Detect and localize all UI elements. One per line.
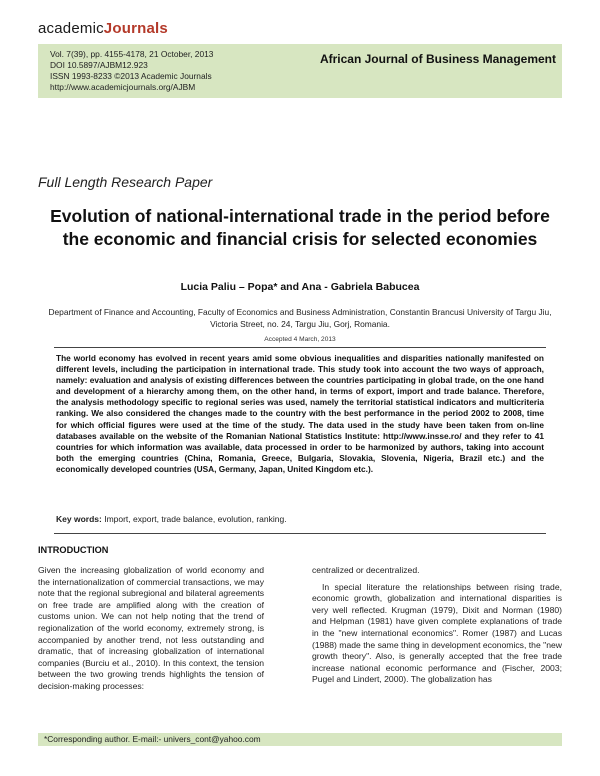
keywords-text: Import, export, trade balance, evolution, ranking. [104, 514, 287, 524]
paragraph: Given the increasing globalization of world economy and the internationalization of commercial transactions, we may note that the regional subregional and bilateral agreements on free trade are amplified along with the creation of customs union. We can not help noting that the trend of regionalization of the world economy, extremely strong, is accompanied by another trend, not less outstanding and dramatic, that of increasing globalization of international companies (Burciu et al., 2010). In this context, the tension between the two growing trends highlights the tension of decision-making processes: [38, 565, 264, 691]
publisher-logo [38, 20, 168, 37]
paragraph: In special literature the relationships between rising trade, economic growth, globalization and international disparities is very well reflected. Krugman (1979), Dixit and Norman (1980) and Helpman (1981) have given complete explanations of trade in the "new international economics". Romer (1987) and Lucas (1988) made the same thing in development economics, the "new growth theory". Also, is generally accepted that the free trade increase national economic performance and (Fischer, 2003; Pugel and Lindert, 2000). The globalization has [312, 581, 562, 685]
journal-url[interactable]: http://www.academicjournals.org/AJBM [50, 82, 196, 92]
footnote-bar [38, 733, 562, 746]
publication-meta [50, 49, 213, 93]
introduction-heading: INTRODUCTION [38, 545, 109, 555]
paper-type: Full Length Research Paper [38, 174, 213, 190]
corresponding-author-footnote: *Corresponding author. E-mail:- univers_cont@yahoo.com [44, 734, 261, 744]
body-column-right [312, 565, 562, 686]
doi: DOI 10.5897/AJBM12.923 [50, 60, 148, 70]
journal-header [38, 44, 562, 98]
logo-part-journals: Journals [103, 20, 168, 37]
body-column-left [38, 565, 264, 693]
journal-name: African Journal of Business Management [319, 52, 556, 66]
logo-part-academic: academic [38, 20, 104, 37]
paragraph: centralized or decentralized. [312, 565, 420, 575]
paper-title: Evolution of national-international trade in the period before the economic and financial crisis for selected economies [50, 206, 550, 249]
accepted-date: Accepted 4 March, 2013 [264, 336, 336, 343]
keywords-label: Key words: [56, 514, 102, 524]
abstract-box [54, 347, 546, 534]
authors: Lucia Paliu – Popa* and Ana - Gabriela Babucea [180, 281, 420, 293]
issn: ISSN 1993-8233 ©2013 Academic Journals [50, 71, 212, 81]
volume-info: Vol. 7(39), pp. 4155-4178, 21 October, 2013 [50, 49, 214, 59]
affiliation: Department of Finance and Accounting, Faculty of Economics and Business Administration, Constantin Brancusi University of Targu Jiu, Victoria Street, no. 24, Targu Jiu, Gorj, Romania. [48, 307, 552, 329]
abstract: The world economy has evolved in recent years amid some obvious inequalities and disparities nationally manifested on different levels, including the participation in international trade. This study took into account the two ways of approach, namely: evaluation and analysis of existing differences between the countries participating in global trade, on the one hand and development of a hierarchy among them, on the other hand, in terms of export, import and trade balance. Therefore, the analysis methodology specific to regional series was used, namely the territorial statistical indicators and multicriteria ranking. We also considered the changes made to the country with the best performance in the period 2002 to 2008, time for which official figures were used at the time of the study. The data used in the study have been taken from on-line databases available on the website of the Romanian National Statistics Institute: http://www.insse.ro/ and they refer to 41 countries for which information was available, data processed in order to be harmonized by authors, taking into account both the emerging countries (China, Romania, Greece, Bulgaria, Slovakia, Slovenia, Nigeria, Brazil etc.) and the economically developed countries (USA, Germany, Japan, United Kingdom etc.). [56, 353, 544, 474]
keywords [56, 514, 544, 524]
